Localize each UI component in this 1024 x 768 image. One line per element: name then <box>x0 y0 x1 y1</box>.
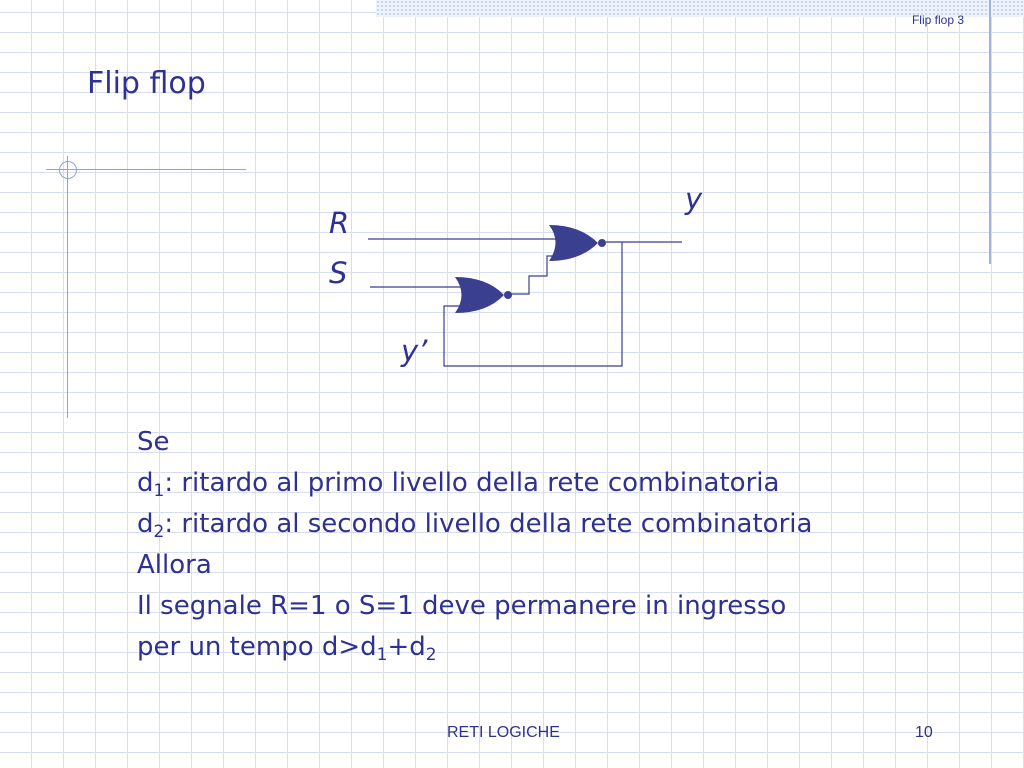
slide-tag: Flip flop 3 <box>911 13 964 27</box>
d2-text: : ritardo al secondo livello della rete combinatoria <box>164 509 813 539</box>
tempo-sub-1: 1 <box>376 645 388 665</box>
label-s: S <box>329 256 348 290</box>
slide-title: Flip flop <box>87 66 206 101</box>
nor-gate-lower-bubble <box>504 291 512 299</box>
body-line-d2 <box>137 504 812 545</box>
slide-body <box>137 422 812 668</box>
label-y: y <box>685 182 703 216</box>
body-line-d1 <box>137 463 812 504</box>
body-line-tempo <box>137 627 812 668</box>
body-line-allora: Allora <box>137 550 212 580</box>
d1-subscript: 1 <box>153 481 165 501</box>
nor-gate-upper-bubble <box>598 239 606 247</box>
nor-gate-upper <box>549 225 598 261</box>
nor-gate-lower <box>455 277 504 313</box>
label-y-prime: y’ <box>401 334 428 368</box>
body-line-segnale: Il segnale R=1 o S=1 deve permanere in ingresso <box>137 591 787 621</box>
d1-prefix: d <box>137 468 154 498</box>
footer-page-number: 10 <box>915 724 933 741</box>
footer-course: RETI LOGICHE <box>447 724 560 741</box>
tempo-sub-2: 2 <box>425 645 437 665</box>
d1-text: : ritardo al primo livello della rete combinatoria <box>164 468 780 498</box>
label-r: R <box>329 206 350 240</box>
tempo-text-b: +d <box>387 632 426 662</box>
wire-y-prime-feedback <box>511 256 560 294</box>
tempo-text-a: per un tempo d>d <box>137 632 377 662</box>
d2-subscript: 2 <box>153 522 165 542</box>
d2-prefix: d <box>137 509 154 539</box>
body-line-se: Se <box>137 427 170 457</box>
